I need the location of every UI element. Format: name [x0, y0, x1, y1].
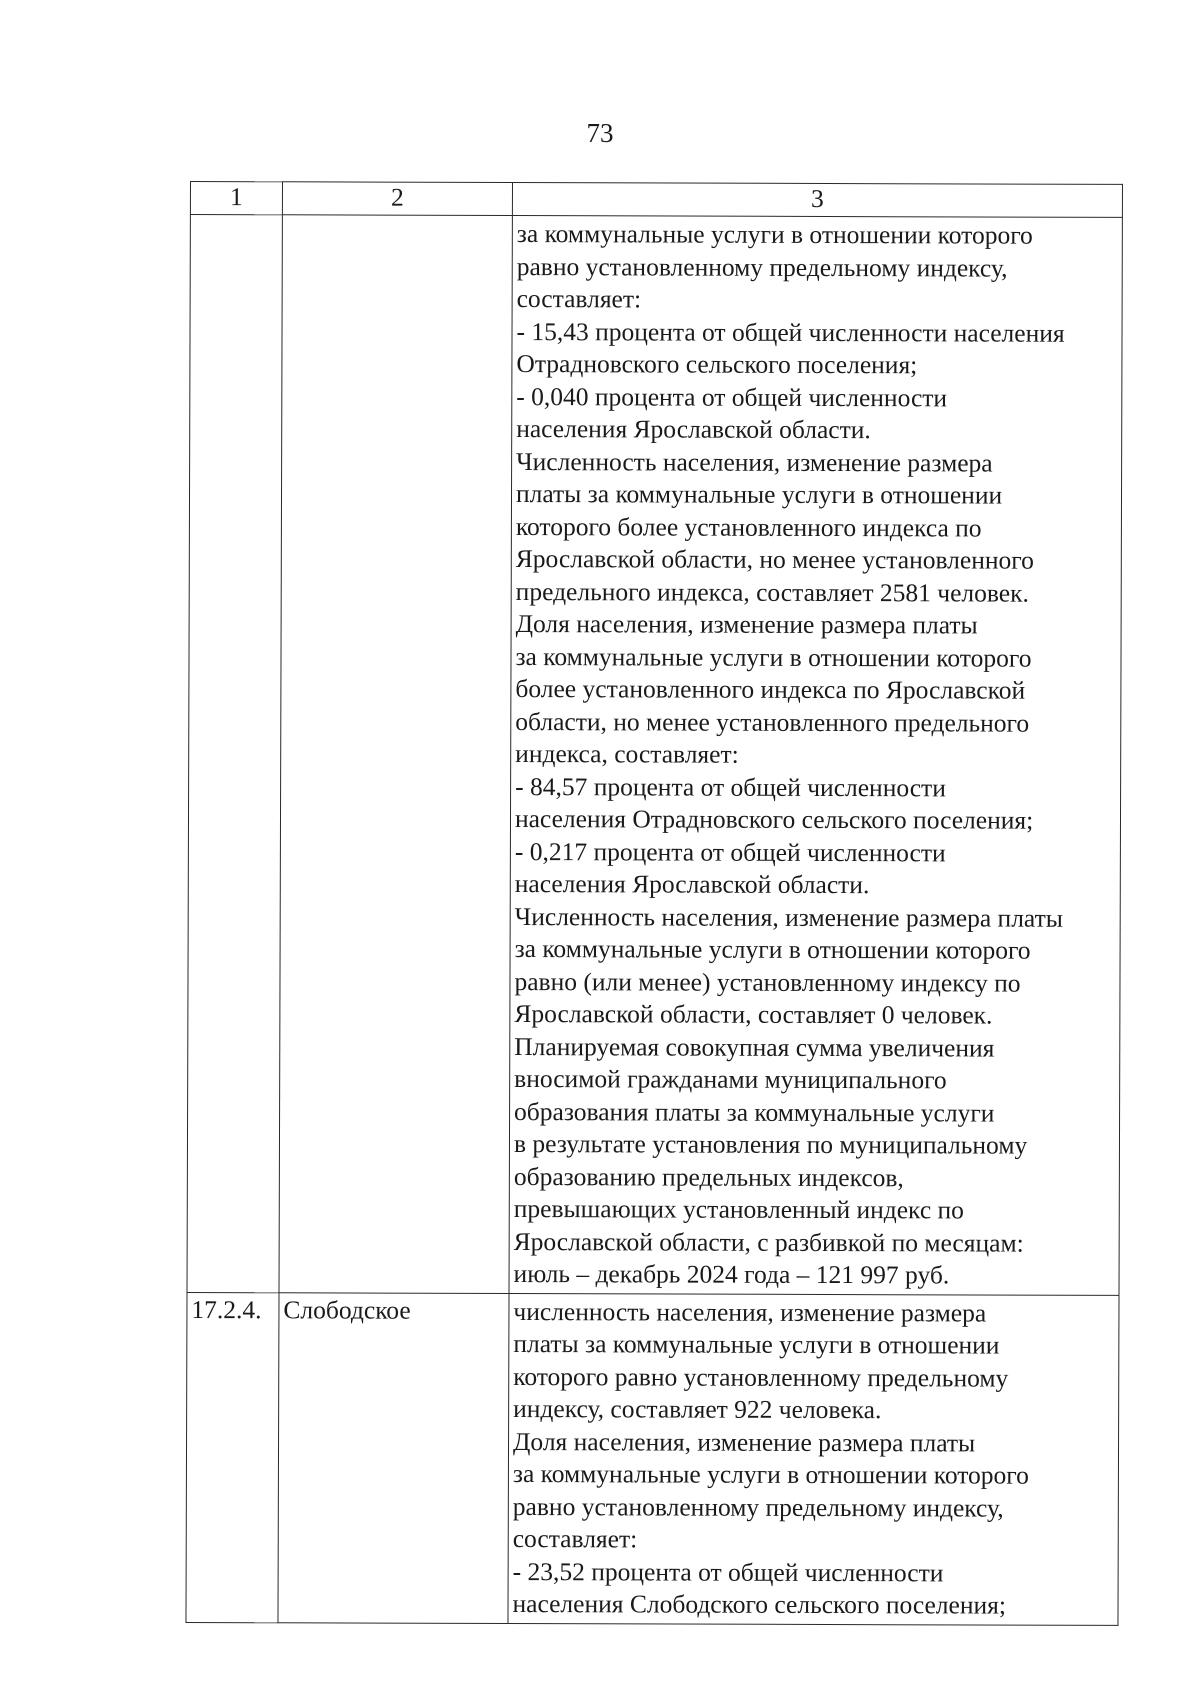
description-line: равно (или менее) установленному индексу по — [514, 966, 1021, 998]
description-line: составляет: — [516, 284, 642, 314]
column-header-1: 1 — [190, 182, 282, 215]
description-line: - 0,217 процента от общей численности — [514, 836, 946, 867]
column-header-2: 2 — [282, 182, 512, 216]
description-line: - 23,52 процента от общей численности — [512, 1556, 944, 1587]
column-header-3: 3 — [512, 183, 1122, 218]
description-cell — [509, 216, 1122, 1295]
description-line: области, но менее установленного предельного — [515, 706, 1030, 738]
description-line: населения Слободского сельского поселения; — [512, 1589, 1007, 1620]
description-line: предельного индекса, составляет 2581 человек. — [515, 576, 1029, 608]
description-line: за коммунальные услуги в отношении которого — [514, 934, 1031, 965]
description-line: индекса, составляет: — [515, 739, 739, 769]
description-line: - 84,57 процента от общей численности — [515, 771, 946, 802]
description-line: более установленного индекса по Ярославской — [515, 674, 1026, 705]
description-line: Ярославской области, составляет 0 человек. — [514, 999, 993, 1030]
description-line: образованию предельных индексов, — [513, 1161, 904, 1192]
description-line: которого равно установленному предельному — [513, 1361, 1009, 1393]
document-table — [185, 181, 1123, 1625]
description-line: вносимой гражданами муниципального — [514, 1064, 947, 1095]
description-line: за коммунальные услуги в отношении которого — [512, 1459, 1029, 1490]
description-line: которого более установленного индекса по — [515, 511, 982, 542]
description-line: Численность населения, изменение размера — [516, 446, 993, 478]
description-line: Доля населения, изменение размера платы — [512, 1426, 976, 1457]
description-line: численность населения, изменение размера — [513, 1296, 987, 1328]
page-number: 73 — [586, 118, 614, 148]
row-number-cell — [187, 215, 282, 1293]
description-line: Ярославской области, но менее установленного — [515, 544, 1034, 575]
description-line: Ярославской области, с разбивкой по месяцам: — [513, 1226, 1024, 1258]
settlement-name-cell — [279, 215, 512, 1293]
description-line: населения Ярославской области. — [516, 414, 871, 445]
description-line: Отрадновского сельского поселения; — [516, 349, 918, 380]
description-line: Доля населения, изменение размера платы — [515, 609, 978, 640]
description-line: за коммунальные услуги в отношении которого — [516, 219, 1033, 250]
description-line: образования платы за коммунальные услуги — [514, 1096, 995, 1128]
row-number-cell: 17.2.4. — [186, 1292, 279, 1622]
description-line: за коммунальные услуги в отношении которого — [515, 641, 1032, 673]
description-line: платы за коммунальные услуги в отношении — [513, 1329, 1000, 1360]
description-line: равно установленному предельному индексу, — [512, 1491, 1004, 1523]
settlement-name-cell: Слободское — [278, 1292, 509, 1623]
description-line: платы за коммунальные услуги в отношении — [515, 479, 1003, 510]
description-line: превышающих установленный индекс по — [513, 1194, 964, 1225]
description-line: в результате установления по муниципальному — [513, 1129, 1028, 1160]
description-line: - 15,43 процента от общей численности населения — [516, 316, 1065, 348]
description-line: составляет: — [512, 1524, 638, 1554]
description-line: Планируемая совокупная сумма увеличения — [514, 1031, 995, 1063]
description-line: Численность населения, изменение размера платы — [514, 901, 1063, 933]
table-row — [186, 1292, 1119, 1625]
description-cell — [508, 1293, 1119, 1625]
description-line: населения Ярославской области. — [514, 869, 870, 900]
table-header-row — [190, 182, 1122, 218]
description-line: равно установленному предельному индексу, — [516, 251, 1008, 283]
description-line: - 0,040 процента от общей численности — [516, 381, 948, 412]
description-line: индексу, составляет 922 человека. — [513, 1394, 882, 1425]
description-line: июль – декабрь 2024 года – 121 997 руб. — [513, 1259, 950, 1290]
description-line: населения Отрадновского сельского поселения; — [514, 804, 1034, 835]
table-row — [187, 215, 1122, 1295]
